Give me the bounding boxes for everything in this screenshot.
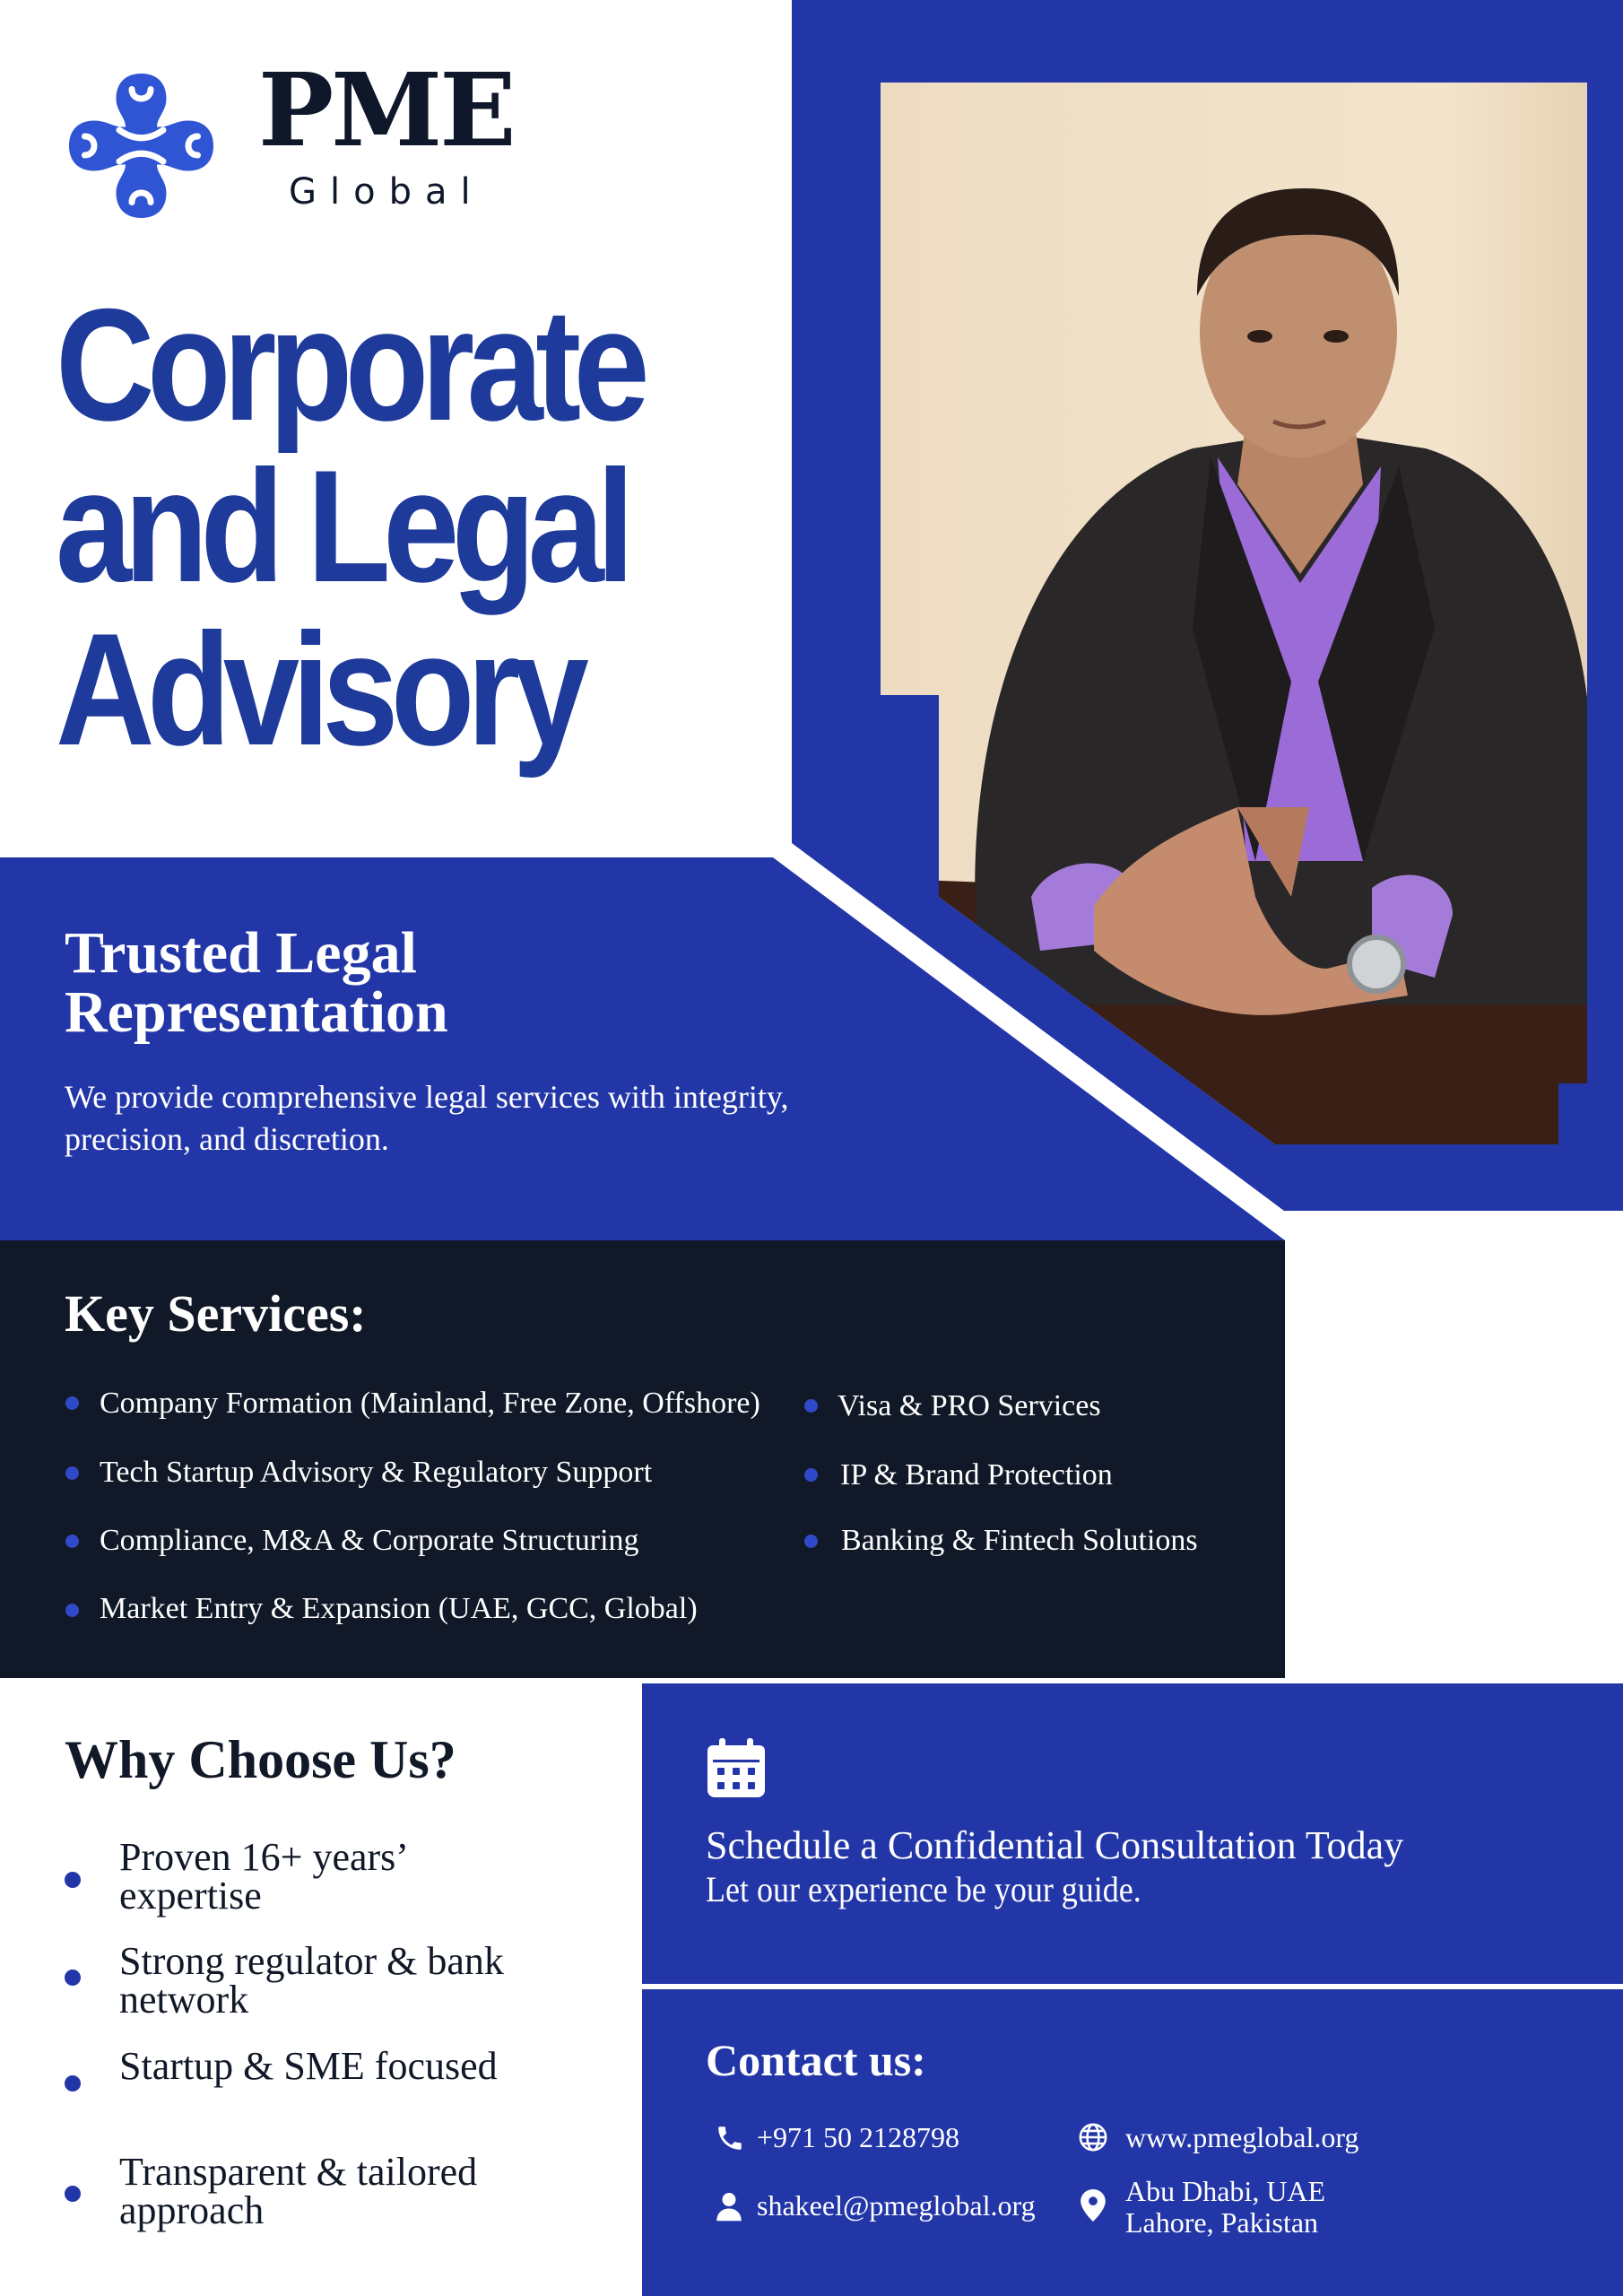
headline-line-2: and Legal [56,437,628,615]
contact-email[interactable]: shakeel@pmeglobal.org [757,2189,1036,2222]
service-item: Visa & PRO Services [838,1389,1101,1422]
contact-title: Contact us: [706,2035,926,2085]
brand-subtitle: Global [289,171,484,213]
contact-address-line-2: Lahore, Pakistan [1125,2206,1319,2239]
why-item: Proven 16+ years’ expertise [119,1835,406,1918]
service-item: Company Formation (Mainland, Free Zone, Offshore) [100,1387,760,1420]
bullet-icon [804,1399,818,1413]
bullet-icon [65,1970,81,1986]
bullet-icon [65,1396,79,1410]
location-pin-icon [1081,2189,1106,2222]
headline-line-1: Corporate [56,275,643,454]
bullet-icon [65,1535,79,1548]
brand-name: PME [258,52,514,170]
trusted-title: Trusted Legal Representation [65,920,448,1045]
contact-website[interactable]: www.pmeglobal.org [1125,2121,1359,2153]
globe-icon [1078,2122,1108,2152]
contact-address-line-1: Abu Dhabi, UAE [1125,2175,1326,2207]
why-choose-title: Why Choose Us? [65,1730,456,1789]
service-item: Compliance, M&A & Corporate Structuring [100,1524,639,1557]
contact-phone[interactable]: +971 50 2128798 [757,2121,960,2153]
key-services-title: Key Services: [65,1284,367,1343]
interlocking-puzzle-cross-icon [63,67,220,224]
user-icon [716,2191,742,2222]
bullet-icon [65,1872,81,1888]
service-item: Tech Startup Advisory & Regulatory Support [100,1456,653,1489]
why-item: Startup & SME focused [119,2044,498,2088]
bullet-icon [804,1535,818,1548]
trusted-description: We provide comprehensive legal services with integrity, precision, and discretion. [65,1079,789,1157]
consultation-subtitle: Let our experience be your guide. [706,1869,1141,1909]
bullet-icon [65,2186,81,2202]
headline-line-3: Advisory [56,600,582,778]
service-item: Banking & Fintech Solutions [841,1524,1198,1557]
service-item: Market Entry & Expansion (UAE, GCC, Global) [100,1592,698,1625]
service-item: IP & Brand Protection [840,1458,1113,1492]
bullet-icon [65,2075,81,2092]
why-item: Transparent & tailored approach [119,2150,478,2232]
phone-icon [715,2123,745,2153]
calendar-icon [706,1736,767,1799]
bullet-icon [65,1604,79,1617]
bullet-icon [804,1468,818,1482]
why-item: Strong regulator & bank network [119,1939,504,2022]
consultation-title: Schedule a Confidential Consultation Today [706,1823,1404,1867]
bullet-icon [65,1466,79,1480]
